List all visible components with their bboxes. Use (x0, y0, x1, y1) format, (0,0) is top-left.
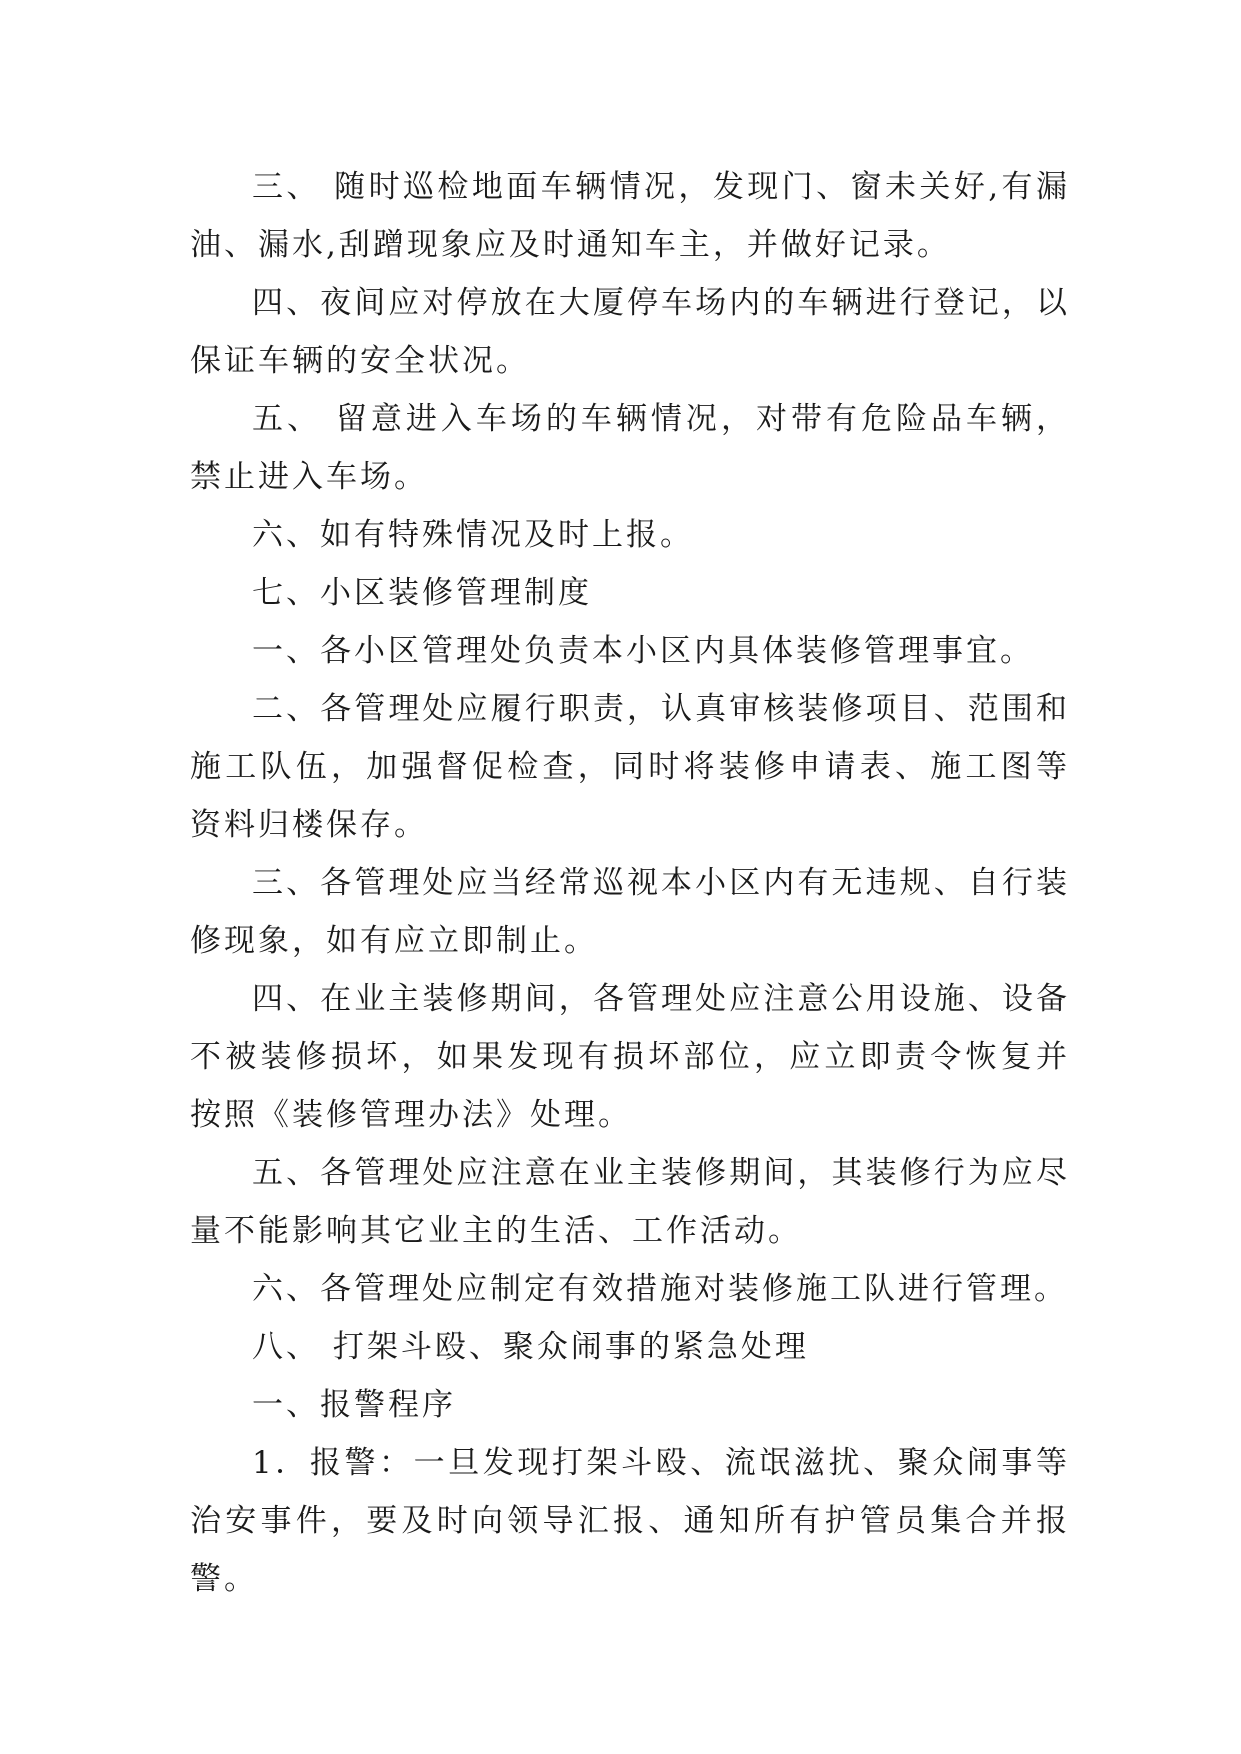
paragraph-3: 五、 留意进入车场的车辆情况，对带有危险品车辆，禁止进入车场。 (190, 401, 1070, 495)
section-heading-8: 八、 打架斗殴、聚众闹事的紧急处理 (252, 1329, 809, 1365)
section-heading-7: 七、小区装修管理制度 (252, 575, 592, 611)
subheading-alarm-procedure: 一、报警程序 (252, 1387, 456, 1423)
paragraph-9: 四、在业主装修期间，各管理处应注意公用设施、设备不被装修损坏，如果发现有损坏部位，应立即责令恢复并按照《装修管理办法》处理。 (190, 981, 1070, 1133)
paragraph-6: 一、各小区管理处负责本小区内具体装修管理事宜。 (252, 633, 1034, 669)
paragraph-11: 六、各管理处应制定有效措施对装修施工队进行管理。 (252, 1271, 1068, 1307)
paragraph-4: 六、如有特殊情况及时上报。 (252, 517, 694, 553)
document-body (190, 158, 1070, 1608)
paragraph-14: 1．报警：一旦发现打架斗殴、流氓滋扰、聚众闹事等治安事件，要及时向领导汇报、通知所有护管员集合并报警。 (190, 1445, 1070, 1597)
paragraph-8: 三、各管理处应当经常巡视本小区内有无违规、自行装修现象，如有应立即制止。 (190, 865, 1070, 959)
paragraph-10: 五、各管理处应注意在业主装修期间，其装修行为应尽量不能影响其它业主的生活、工作活动。 (190, 1155, 1070, 1249)
paragraph-7: 二、各管理处应履行职责，认真审核装修项目、范围和施工队伍，加强督促检查，同时将装修申请表、施工图等资料归楼保存。 (190, 691, 1070, 843)
paragraph-2: 四、夜间应对停放在大厦停车场内的车辆进行登记，以保证车辆的安全状况。 (190, 285, 1070, 379)
paragraph-1: 三、 随时巡检地面车辆情况，发现门、窗未关好,有漏油、漏水,刮蹭现象应及时通知车主，并做好记录。 (190, 169, 1070, 263)
